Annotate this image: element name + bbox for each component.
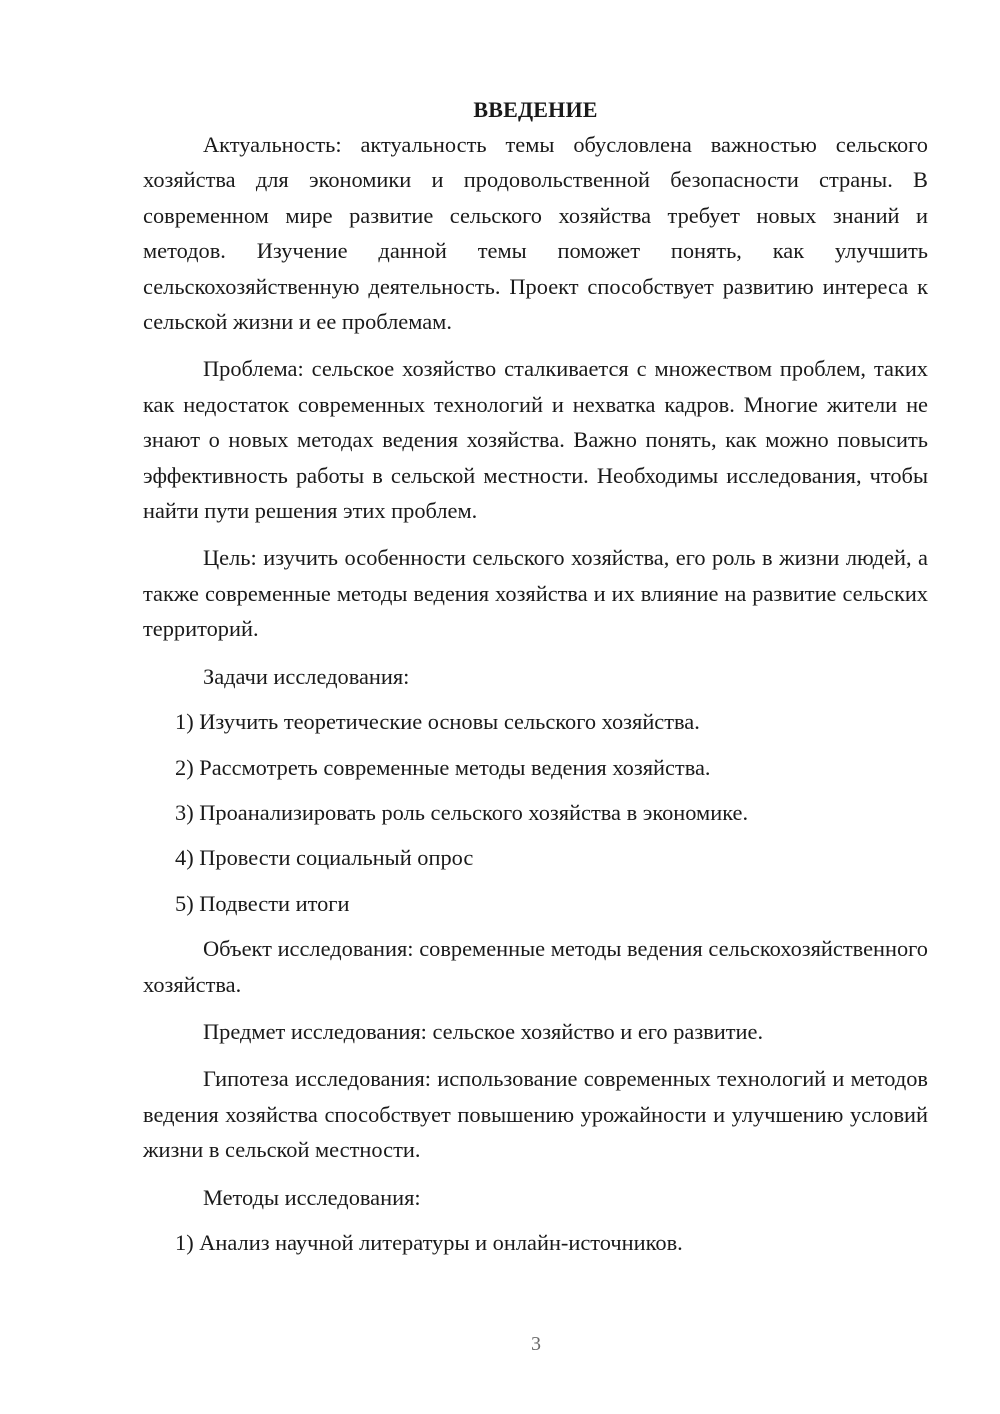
list-item: 1) Анализ научной литературы и онлайн-источников. <box>175 1229 683 1255</box>
page-number: 3 <box>531 1333 541 1355</box>
paragraph-object: Объект исследования: современные методы ведения сельскохозяйственного хозяйства. <box>143 936 928 997</box>
list-item: 5) Подвести итоги <box>175 890 350 916</box>
methods-list <box>143 1225 928 1260</box>
section-title: ВВЕДЕНИЕ <box>473 97 598 122</box>
paragraph-relevance: Актуальность: актуальность темы обусловлена важностью сельского хозяйства для экономики и продовольственной безопасности страны. В современном мире развитие сельского хозяйства требует новых знаний и методов. Изучение данной темы поможет понять, как улучшить сельскохозяйственную деятельность. Проект способствует развитию интереса к сельской жизни и ее проблемам. <box>143 132 928 335</box>
list-item: 2) Рассмотреть современные методы ведения хозяйства. <box>175 754 711 780</box>
tasks-heading: Задачи исследования: <box>203 663 410 689</box>
paragraph-goal: Цель: изучить особенности сельского хозяйства, его роль в жизни людей, а также современные методы ведения хозяйства и их влияние на развитие сельских территорий. <box>143 545 928 642</box>
methods-heading: Методы исследования: <box>203 1184 421 1210</box>
list-item: 3) Проанализировать роль сельского хозяйства в экономике. <box>175 799 749 825</box>
document-page <box>143 92 928 1270</box>
list-item: 4) Провести социальный опрос <box>175 845 474 871</box>
paragraph-subject: Предмет исследования: сельское хозяйство и его развитие. <box>203 1018 764 1044</box>
paragraph-problem: Проблема: сельское хозяйство сталкивается с множеством проблем, таких как недостаток современных технологий и нехватка кадров. Многие жители не знают о новых методах ведения хозяйства. Важно понять, как можно повысить эффективность работы в сельской местности. Необходимы исследования, чтобы найти пути решения этих проблем. <box>143 356 928 524</box>
paragraph-hypothesis: Гипотеза исследования: использование современных технологий и методов ведения хозяйства способствует повышению урожайности и улучшению условий жизни в сельской местности. <box>143 1066 928 1163</box>
tasks-list <box>143 704 928 921</box>
list-item: 1) Изучить теоретические основы сельского хозяйства. <box>175 709 700 735</box>
